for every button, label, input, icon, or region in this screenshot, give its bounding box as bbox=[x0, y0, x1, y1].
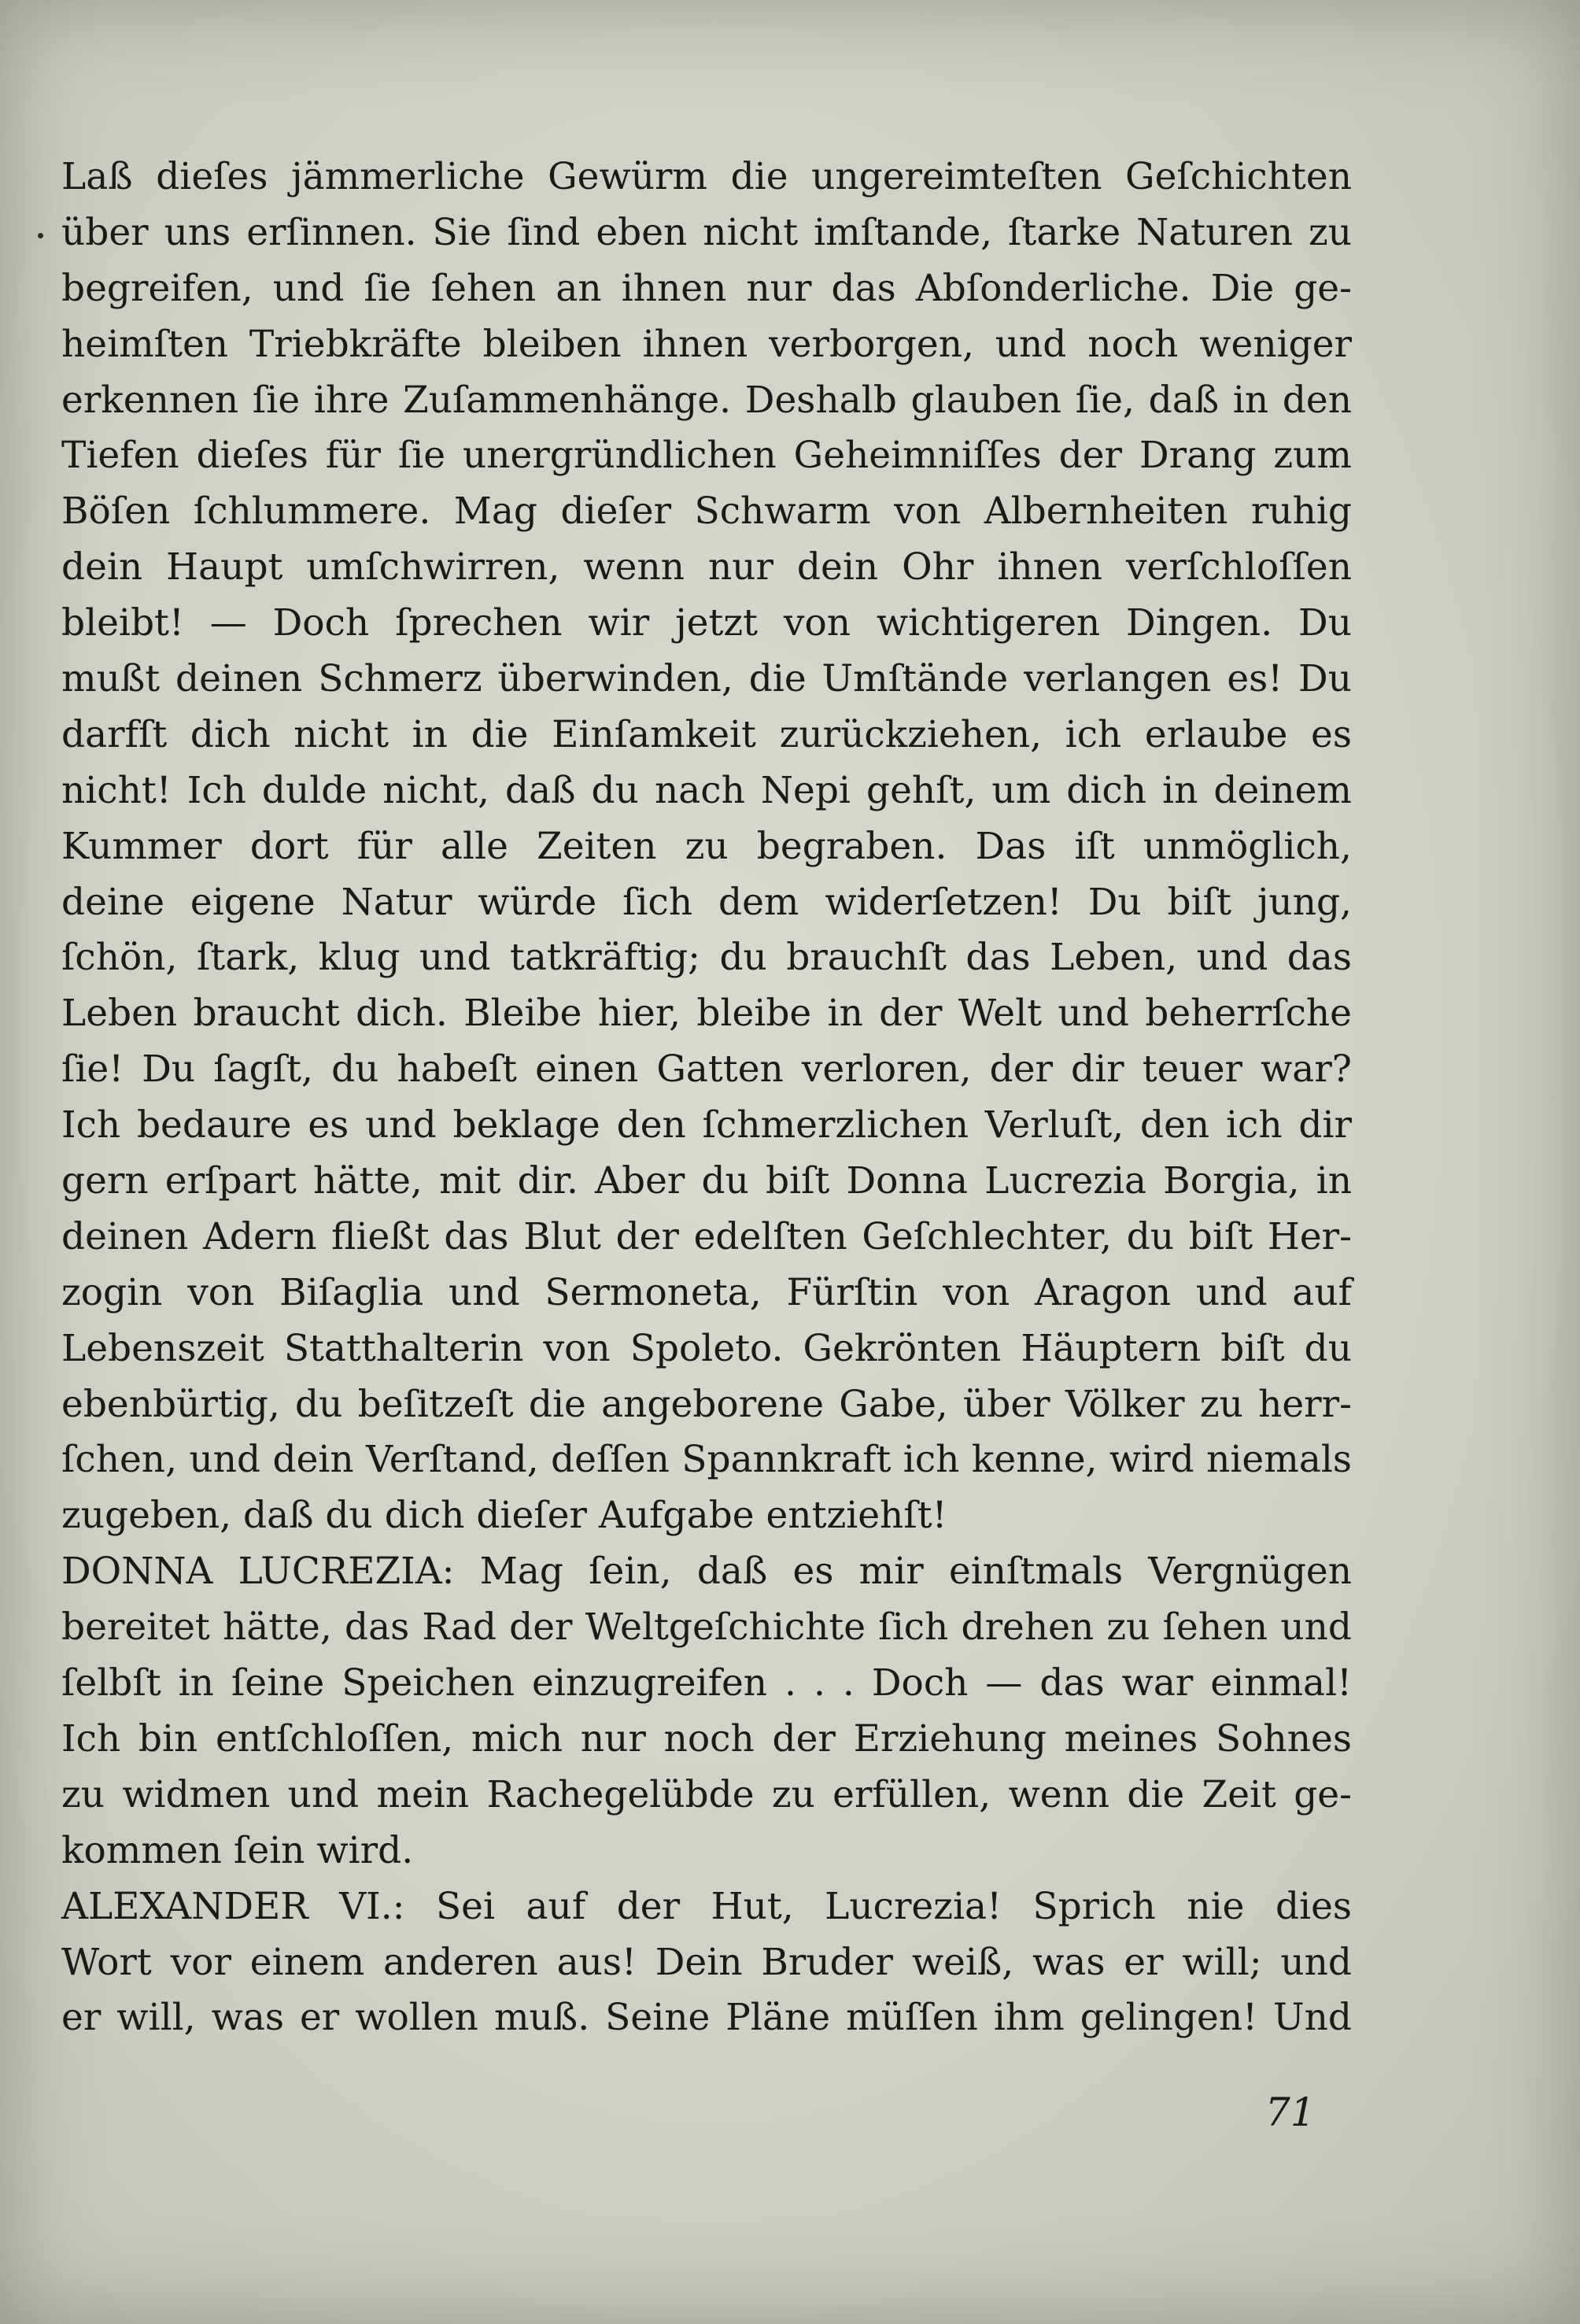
text-line: Wort vor einem anderen aus! Dein Bruder weiß, was er will; und bbox=[61, 1940, 1352, 1984]
text-line: ebenbürtig, du beſitzeſt die angeborene Gabe, über Völker zu herr- bbox=[61, 1382, 1352, 1426]
text-line: heimſten Triebkräfte bleiben ihnen verborgen, und noch weniger bbox=[61, 322, 1352, 366]
text-line: über uns erſinnen. Sie ſind eben nicht imſtande, ſtarke Naturen zu bbox=[61, 210, 1352, 254]
text-line: dein Haupt umſchwirren, wenn nur dein Ohr ihnen verſchloſſen bbox=[61, 545, 1352, 589]
text-line: ſchön, ſtark, klug und tatkräftig; du brauchſt das Leben, und das bbox=[61, 936, 1352, 980]
text-line: ſie! Du ſagſt, du habeſt einen Gatten verloren, der dir teuer war? bbox=[61, 1047, 1352, 1092]
text-line: zu widmen und mein Rachegelübde zu erfüllen, wenn die Zeit ge- bbox=[61, 1772, 1352, 1816]
text-line: begreifen, und ſie ſehen an ihnen nur das Abſonderliche. Die ge- bbox=[61, 266, 1352, 310]
text-line: bleibt! — Doch ſprechen wir jetzt von wichtigeren Dingen. Du bbox=[61, 601, 1352, 645]
speaker-line: DONNA LUCREZIA: Mag ſein, daß es mir einſtmals Vergnügen bbox=[61, 1550, 1352, 1594]
text-line: Ich bedaure es und beklage den ſchmerzlichen Verluſt, den ich dir bbox=[61, 1103, 1352, 1147]
text-line: gern erſpart hätte, mit dir. Aber du biſt Donna Lucrezia Borgia, in bbox=[61, 1159, 1352, 1203]
text-line: mußt deinen Schmerz überwinden, die Umſtände verlangen es! Du bbox=[61, 657, 1352, 701]
text-line: deine eigene Natur würde ſich dem widerſetzen! Du biſt jung, bbox=[61, 880, 1352, 924]
text-line: ſchen, und dein Verſtand, deſſen Spannkraft ich kenne, wird niemals bbox=[61, 1438, 1352, 1482]
text-line: ſelbſt in ſeine Speichen einzugreifen . . . Doch — das war einmal! bbox=[61, 1661, 1352, 1705]
text-line: Ich bin entſchloſſen, mich nur noch der Erziehung meines Sohnes bbox=[61, 1716, 1352, 1761]
text-line: erkennen ſie ihre Zuſammenhänge. Deshalb glauben ſie, daß in den bbox=[61, 378, 1352, 422]
text-line: er will, was er wollen muß. Seine Pläne müſſen ihm gelingen! Und bbox=[61, 1996, 1352, 2040]
text-line: Tiefen dieſes für ſie unergründlichen Geheimniſſes der Drang zum bbox=[61, 434, 1352, 478]
text-line: zugeben, daß du dich dieſer Aufgabe entziehſt! bbox=[61, 1494, 947, 1538]
text-line: nicht! Ich dulde nicht, daß du nach Nepi gehſt, um dich in deinem bbox=[61, 768, 1352, 812]
page-number: 71 bbox=[1265, 2089, 1316, 2135]
text-line: zogin von Biſaglia und Sermoneta, Fürſtin von Aragon und auf bbox=[61, 1270, 1352, 1314]
text-line: deinen Adern fließt das Blut der edelſten Geſchlechter, du biſt Her- bbox=[61, 1214, 1352, 1258]
text-line: darfſt dich nicht in die Einſamkeit zurückziehen, ich erlaube es bbox=[61, 712, 1352, 756]
text-line: Kummer dort für alle Zeiten zu begraben. Das iſt unmöglich, bbox=[61, 824, 1352, 868]
text-line: bereitet hätte, das Rad der Weltgeſchichte ſich drehen zu ſehen und bbox=[61, 1605, 1352, 1650]
text-line: Leben braucht dich. Bleibe hier, bleibe in der Welt und beherrſche bbox=[61, 992, 1352, 1036]
body-text bbox=[61, 150, 1352, 2046]
text-line: Laß dieſes jämmerliche Gewürm die ungereimteſten Geſchichten bbox=[61, 155, 1352, 198]
speaker-line: ALEXANDER VI.: Sei auf der Hut, Lucrezia! Sprich nie dies bbox=[61, 1884, 1352, 1928]
text-line: Lebenszeit Statthalterin von Spoleto. Gekrönten Häuptern biſt du bbox=[61, 1326, 1352, 1370]
margin-mark bbox=[38, 233, 43, 238]
text-line: kommen ſein wird. bbox=[61, 1828, 414, 1872]
text-line: Böſen ſchlummere. Mag dieſer Schwarm von Albernheiten ruhig bbox=[61, 490, 1352, 534]
